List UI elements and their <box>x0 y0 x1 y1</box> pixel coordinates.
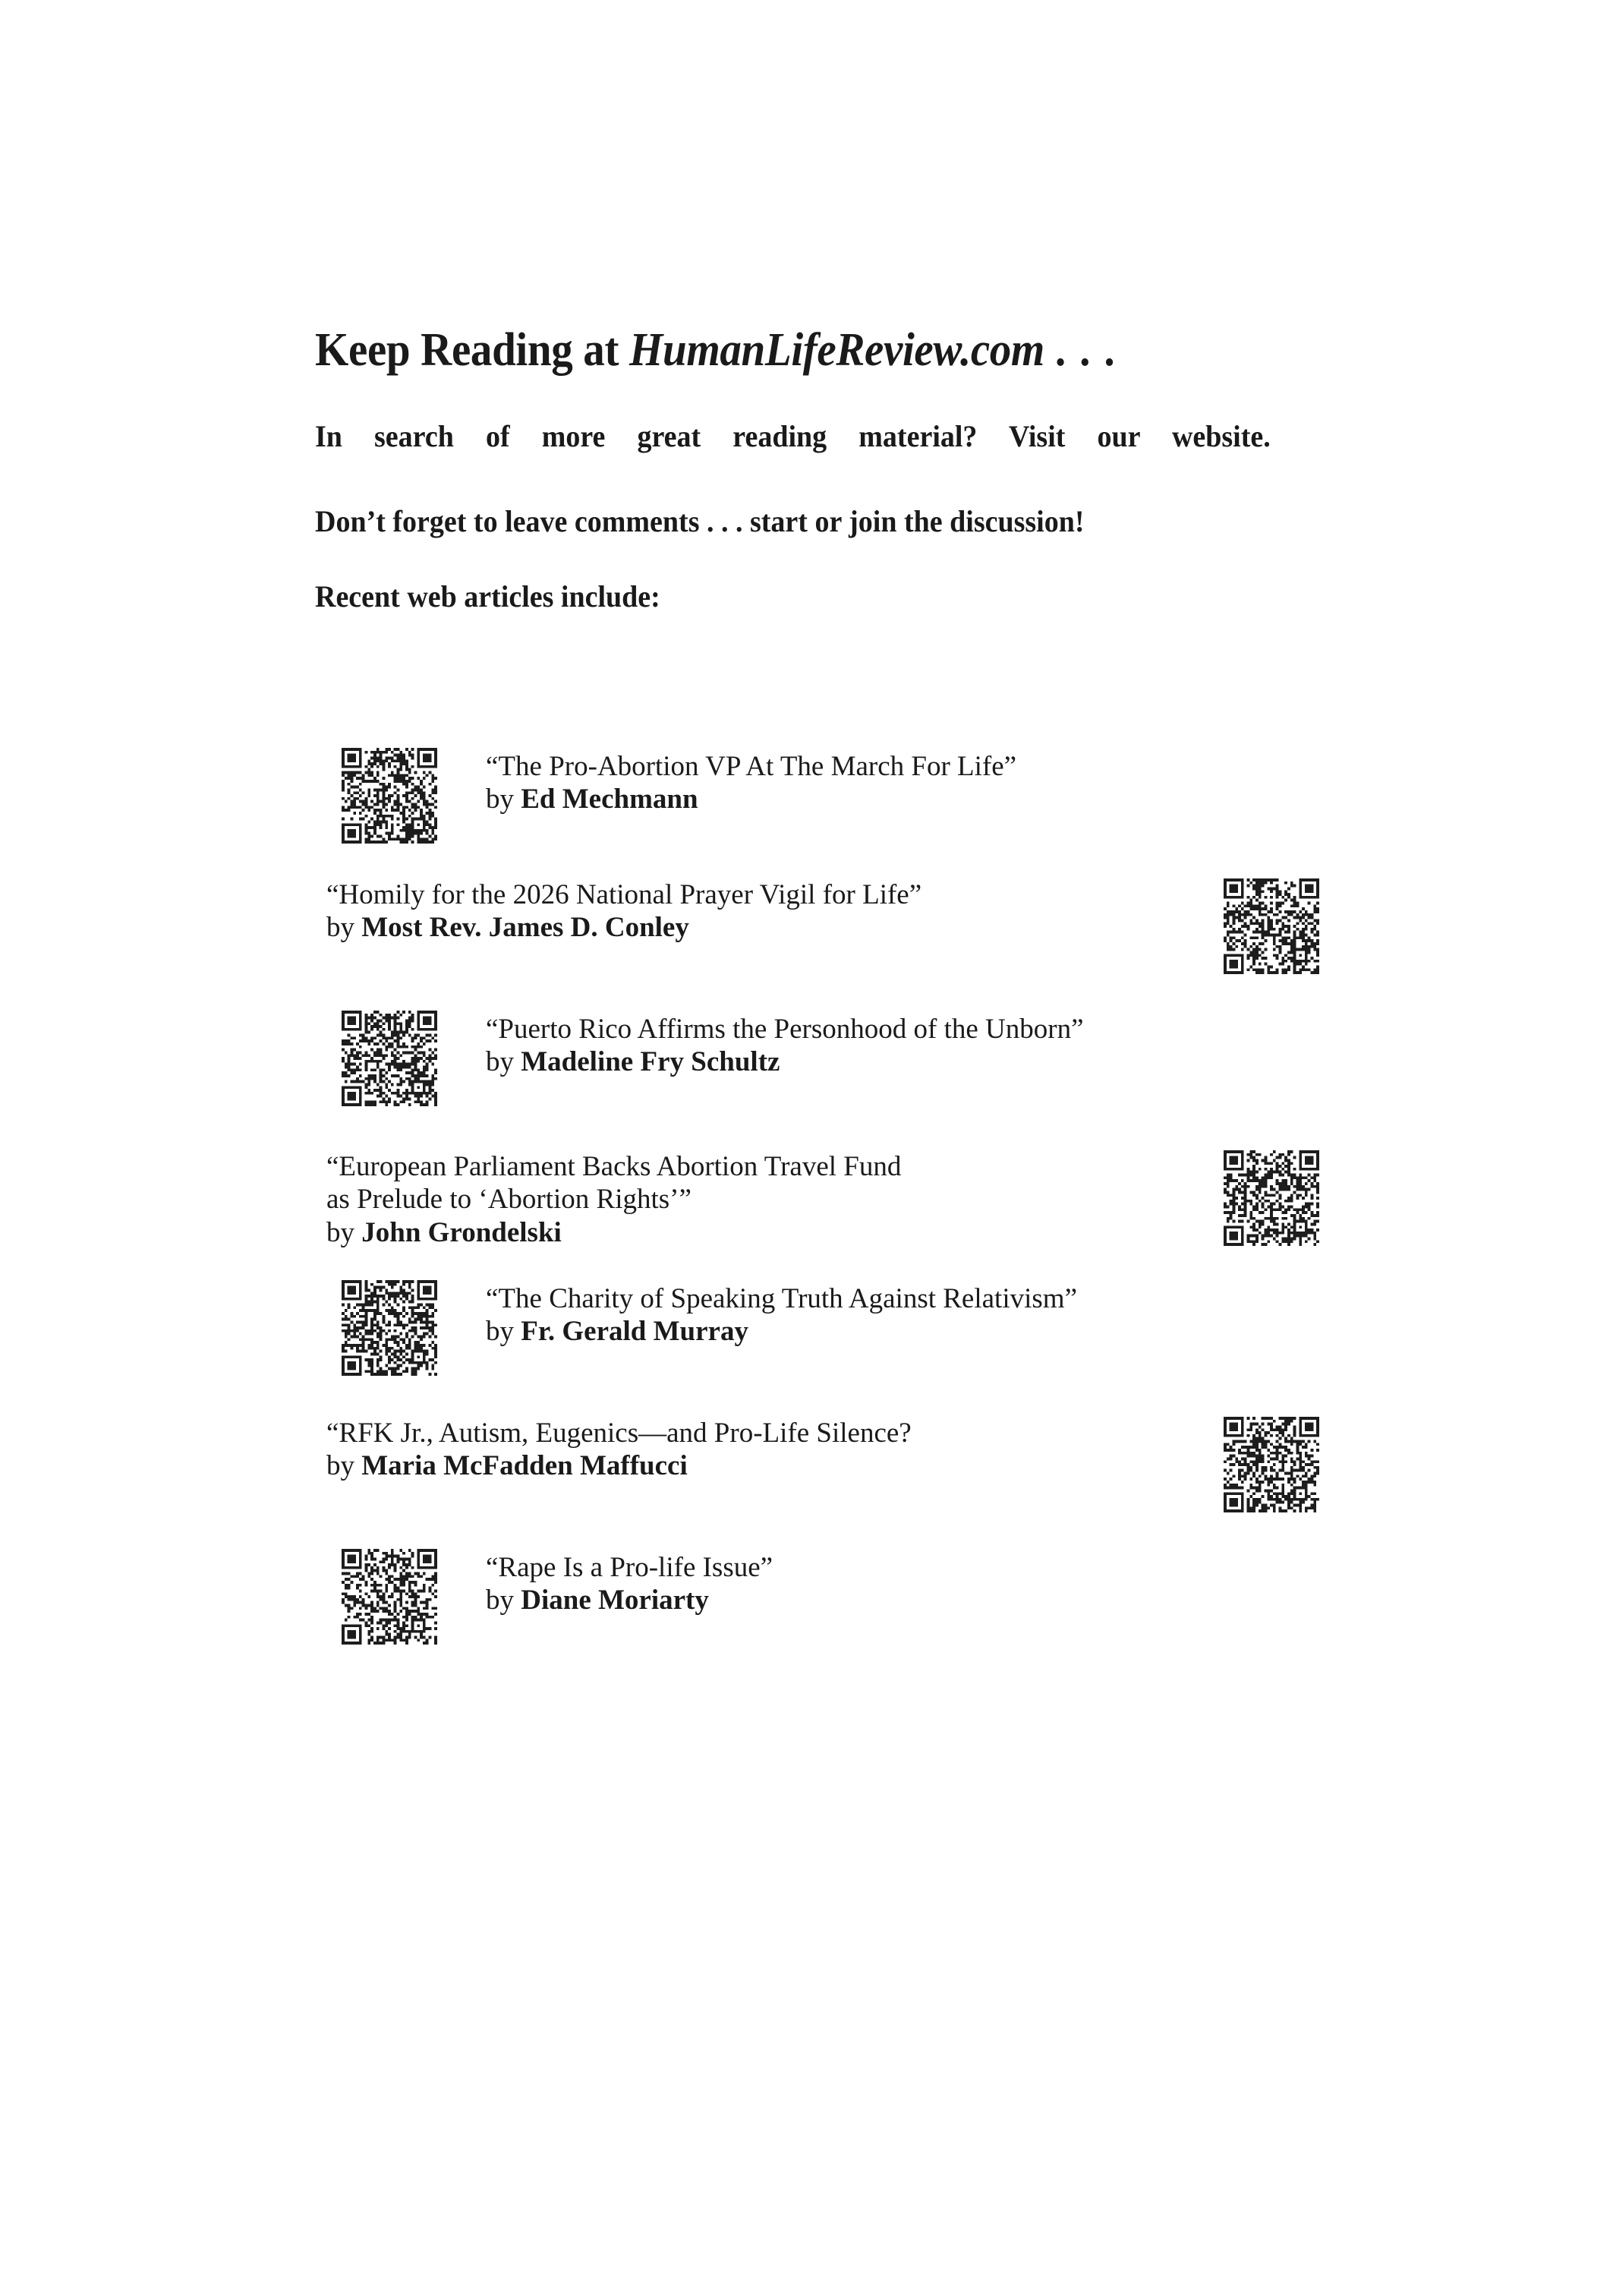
article-author: Fr. Gerald Murray <box>521 1316 748 1348</box>
article-entry <box>315 1280 1325 1376</box>
article-entry <box>315 1415 1325 1511</box>
article-author: Most Rev. James D. Conley <box>361 912 689 944</box>
intro-line-1: In search of more great reading material? Visit our website. <box>315 419 1271 453</box>
article-byline <box>326 911 1325 944</box>
article-title-line: “RFK Jr., Autism, Eugenics—and Pro-Life Silence? <box>326 1418 912 1449</box>
article-text <box>315 1415 1325 1483</box>
article-byline <box>486 1046 1325 1078</box>
article-title-line: “The Charity of Speaking Truth Against Relativism” <box>486 1283 1077 1314</box>
byline-label: by <box>486 1316 521 1348</box>
intro-line-2: Don’t forget to leave comments . . . start or join the discussion! <box>315 504 1085 538</box>
article-author: Diane Moriarty <box>521 1585 709 1616</box>
article-text <box>315 1149 1325 1249</box>
byline-label: by <box>326 1216 362 1248</box>
article-text <box>315 1011 1325 1079</box>
qr-code-puerto-rico-affirms-the-personhood-of-the-unborn[interactable] <box>342 1011 437 1106</box>
article-entry <box>315 877 1325 973</box>
byline-label: by <box>326 1450 362 1482</box>
byline-label: by <box>486 1046 521 1078</box>
article-byline <box>326 1449 1325 1482</box>
article-byline <box>486 1315 1325 1348</box>
recent-articles-heading: Recent web articles include: <box>315 579 660 613</box>
qr-code-rape-is-a-pro-life-issue[interactable] <box>342 1549 437 1645</box>
article-entry <box>315 1149 1325 1247</box>
qr-code-the-pro-abortion-vp-at-the-march-for-life[interactable] <box>342 748 437 844</box>
article-entry <box>315 1011 1325 1106</box>
article-title-line: “Homily for the 2026 National Prayer Vigil for Life” <box>326 879 922 910</box>
page-header-block <box>315 326 1321 616</box>
article-text <box>315 748 1325 816</box>
article-title-line: as Prelude to ‘Abortion Rights’” <box>326 1184 692 1216</box>
page-title-site: HumanLifeReview.com <box>629 324 1044 376</box>
article-author: Madeline Fry Schultz <box>521 1046 780 1078</box>
page-title <box>315 326 1240 374</box>
byline-label: by <box>486 784 521 815</box>
page-title-lead: Keep Reading at <box>315 324 629 376</box>
article-entry <box>315 1549 1325 1645</box>
article-byline <box>486 1584 1325 1616</box>
article-entry <box>315 748 1325 844</box>
article-author: John Grondelski <box>361 1216 562 1248</box>
article-text <box>315 1549 1325 1617</box>
article-author: Ed Mechmann <box>521 784 698 815</box>
article-author: Maria McFadden Maffucci <box>361 1450 688 1482</box>
article-text <box>315 877 1325 945</box>
recent-articles-list <box>315 748 1325 1645</box>
article-byline <box>326 1216 1325 1249</box>
article-text <box>315 1280 1325 1348</box>
qr-code-the-charity-of-speaking-truth-against-relativism[interactable] <box>342 1280 437 1376</box>
byline-label: by <box>486 1585 521 1616</box>
qr-code-homily-for-the-2026-national-prayer-vigil-for-life[interactable] <box>1224 878 1319 974</box>
qr-code-rfk-jr-autism-eugenics-and-pro-life-silence[interactable] <box>1224 1417 1319 1512</box>
article-title-line: “European Parliament Backs Abortion Travel Fund <box>326 1151 902 1182</box>
page-title-ellipsis: . . . <box>1044 324 1118 376</box>
qr-code-european-parliament-backs-abortion-travel-fund[interactable] <box>1224 1150 1319 1246</box>
article-title-line: “The Pro-Abortion VP At The March For Life” <box>486 751 1017 782</box>
intro-paragraph <box>315 415 1271 543</box>
article-title-line: “Puerto Rico Affirms the Personhood of the Unborn” <box>486 1014 1084 1045</box>
article-title-line: “Rape Is a Pro-life Issue” <box>486 1552 773 1583</box>
article-byline <box>486 783 1325 815</box>
byline-label: by <box>326 912 362 944</box>
